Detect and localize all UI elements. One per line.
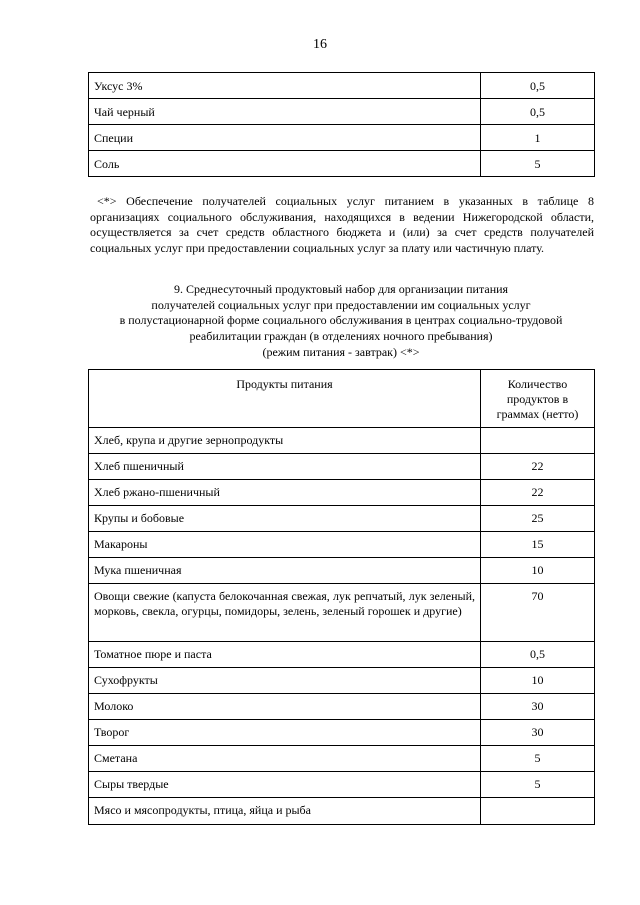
table-row bbox=[89, 720, 595, 746]
product-amount: 1 bbox=[481, 125, 595, 151]
product-name: Чай черный bbox=[89, 99, 481, 125]
product-amount: 25 bbox=[481, 506, 595, 532]
product-name: Молоко bbox=[89, 694, 481, 720]
product-name: Томатное пюре и паста bbox=[89, 642, 481, 668]
table-row bbox=[89, 798, 595, 825]
product-amount: 22 bbox=[481, 480, 595, 506]
section-heading-line: 9. Среднесуточный продуктовый набор для организации питания bbox=[173, 282, 509, 296]
product-name: Макароны bbox=[89, 532, 481, 558]
product-amount: 30 bbox=[481, 694, 595, 720]
product-name: Хлеб, крупа и другие зернопродукты bbox=[89, 428, 481, 454]
product-amount: 70 bbox=[481, 584, 595, 642]
table-row bbox=[89, 99, 595, 125]
section-heading-line: получателей социальных услуг при предоставлении им социальных услуг bbox=[151, 297, 531, 312]
product-name: Творог bbox=[89, 720, 481, 746]
product-name: Сметана bbox=[89, 746, 481, 772]
product-amount: 0,5 bbox=[481, 99, 595, 125]
table-row bbox=[89, 480, 595, 506]
section-heading-line: в полустационарной форме социального обслуживания в центрах социально-трудовой bbox=[119, 313, 563, 328]
table-row bbox=[89, 584, 595, 642]
product-name: Хлеб ржано-пшеничный bbox=[89, 480, 481, 506]
table-row bbox=[89, 746, 595, 772]
table-row bbox=[89, 558, 595, 584]
product-amount: 22 bbox=[481, 454, 595, 480]
product-name: Соль bbox=[89, 151, 481, 177]
page-number: 16 bbox=[313, 37, 327, 52]
product-name: Уксус 3% bbox=[89, 73, 481, 99]
product-name: Сыры твердые bbox=[89, 772, 481, 798]
product-name: Мука пшеничная bbox=[89, 558, 481, 584]
table-row bbox=[89, 694, 595, 720]
product-amount: 0,5 bbox=[481, 642, 595, 668]
table-row bbox=[89, 428, 595, 454]
product-name: Крупы и бобовые bbox=[89, 506, 481, 532]
table-row bbox=[89, 668, 595, 694]
section-heading bbox=[88, 282, 594, 361]
column-header-amount: Количество продуктов в граммах (нетто) bbox=[481, 370, 595, 428]
product-amount: 5 bbox=[481, 772, 595, 798]
product-amount bbox=[481, 428, 595, 454]
product-table-continued bbox=[88, 72, 595, 177]
table-row bbox=[89, 454, 595, 480]
section-heading-line: реабилитации граждан (в отделениях ночного пребывания) bbox=[189, 329, 493, 344]
table-row bbox=[89, 642, 595, 668]
product-amount: 10 bbox=[481, 558, 595, 584]
footnote: <*> Обеспечение получателей социальных услуг питанием в указанных в таблице 8 организациях социального обслуживания, находящихся в ведении Нижегородской области, осуществляется за счет средств областного бюджета и (или) за счет средств получателей социальных услуг при предоставлении социальных услуг за плату или частичную плату. bbox=[90, 194, 594, 255]
product-name: Сухофрукты bbox=[89, 668, 481, 694]
product-amount: 5 bbox=[481, 746, 595, 772]
product-name: Хлеб пшеничный bbox=[89, 454, 481, 480]
table-row bbox=[89, 506, 595, 532]
column-header-product: Продукты питания bbox=[89, 370, 481, 428]
table-row bbox=[89, 73, 595, 99]
product-name: Специи bbox=[89, 125, 481, 151]
table-row bbox=[89, 532, 595, 558]
product-set-table bbox=[88, 369, 595, 825]
table-row bbox=[89, 125, 595, 151]
product-amount: 15 bbox=[481, 532, 595, 558]
table-header-row bbox=[89, 370, 595, 428]
product-name: Овощи свежие (капуста белокочанная свежая, лук репчатый, лук зеленый, морковь, свекла, огурцы, помидоры, зелень, зеленый горошек и другие) bbox=[89, 584, 481, 642]
table-row bbox=[89, 151, 595, 177]
product-amount: 0,5 bbox=[481, 73, 595, 99]
table-row bbox=[89, 772, 595, 798]
product-amount bbox=[481, 798, 595, 825]
section-heading-line: (режим питания - завтрак) <*> bbox=[262, 344, 420, 359]
product-name: Мясо и мясопродукты, птица, яйца и рыба bbox=[89, 798, 481, 825]
product-amount: 10 bbox=[481, 668, 595, 694]
product-amount: 5 bbox=[481, 151, 595, 177]
product-amount: 30 bbox=[481, 720, 595, 746]
